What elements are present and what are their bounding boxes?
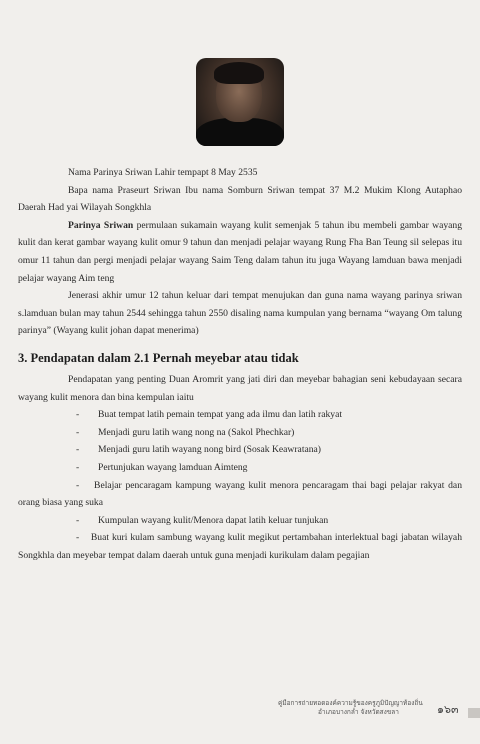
list-item: - Belajar pencaragam kampung wayang kulit menora pencaragam thai bagi pelajar rakyat dan orang biasa yang suka [18,479,462,509]
footer-caption [278,699,423,717]
page-tab-marker [468,708,480,718]
portrait-photo [196,58,284,146]
list-item: - Kumpulan wayang kulit/Menora dapat latih keluar tunjukan [76,514,329,526]
bio-line-1: Nama Parinya Sriwan Lahir tempapt 8 May 2535 [68,167,258,178]
bio-paragraph-1-text: permulaan sukamain wayang kulit semenjak 5 tahun ibu membeli gambar wayang kulit dan kerat gambar wayang kulit omur 9 tahun dan menjadi pelajar wayang Rung Fha Ban Teung sil selepas itu omur 11 tahun dan pergi menjadi pelajar wayang Saim Teng dalam tahun itu juga Wayang lamduan bawa menjadi pelajar wayang Aim teng [18,219,462,284]
bio-line-2: Bapa nama Praseurt Sriwan Ibu nama Somburn Sriwan tempat 37 M.2 Mukim Klong Autaphao Daerah Had yai Wilayah Songkhla [18,184,462,214]
list-item: - Buat tempat latih pemain tempat yang ada ilmu dan latih rakyat [76,409,343,421]
footer-line-2: อำเภอบางกล่ำ จังหวัดสงขลา [318,708,399,716]
section-heading: 3. Pendapatan dalam 2.1 Pernah meyebar atau tidak [18,351,299,365]
list-item: - Menjadi guru latih wayang nong bird (Sosak Keawratana) [76,444,321,456]
list-item: - Buat kuri kulam sambung wayang kulit megikut pertambahan interlektual bagi jabatan wilayah Songkhla dan meyebar tempat dalam daerah untuk guna menjadi kurikulam dalam pegajian [18,532,462,561]
portrait-body [196,118,284,146]
list-item: - Pertunjukan wayang lamduan Aimteng [76,461,248,473]
bio-block [18,164,462,340]
section-body [18,371,462,565]
page-number: ๑๖๓ [437,703,459,716]
section-intro: Pendapatan yang penting Duan Aromrit yang jati diri dan meyebar bahagian seni kebudayaan secara wayang kulit menora dan bina kempulan iaitu [18,374,462,403]
subject-name: Parinya Sriwan [68,219,134,231]
portrait-hair [214,62,264,84]
bio-paragraph-2: Jenerasi akhir umur 12 tahun keluar dari tempat menujukan dan guna nama wayang parinya sriwan s.lamduan bulan may tahun 2544 sehingga tahun 2550 disaling nama kumpulan yang bernama “wayang Om talung parinya” (Wayang kulit johan dapat menerima) [18,290,462,337]
footer-line-1: คู่มือการถ่ายทอดองค์ความรู้ของครูภูมิปัญญาท้องถิ่น [278,699,423,707]
list-item: - Menjadi guru latih wang nong na (Sakol Phechkar) [76,426,295,438]
bio-paragraph-1 [18,217,462,287]
